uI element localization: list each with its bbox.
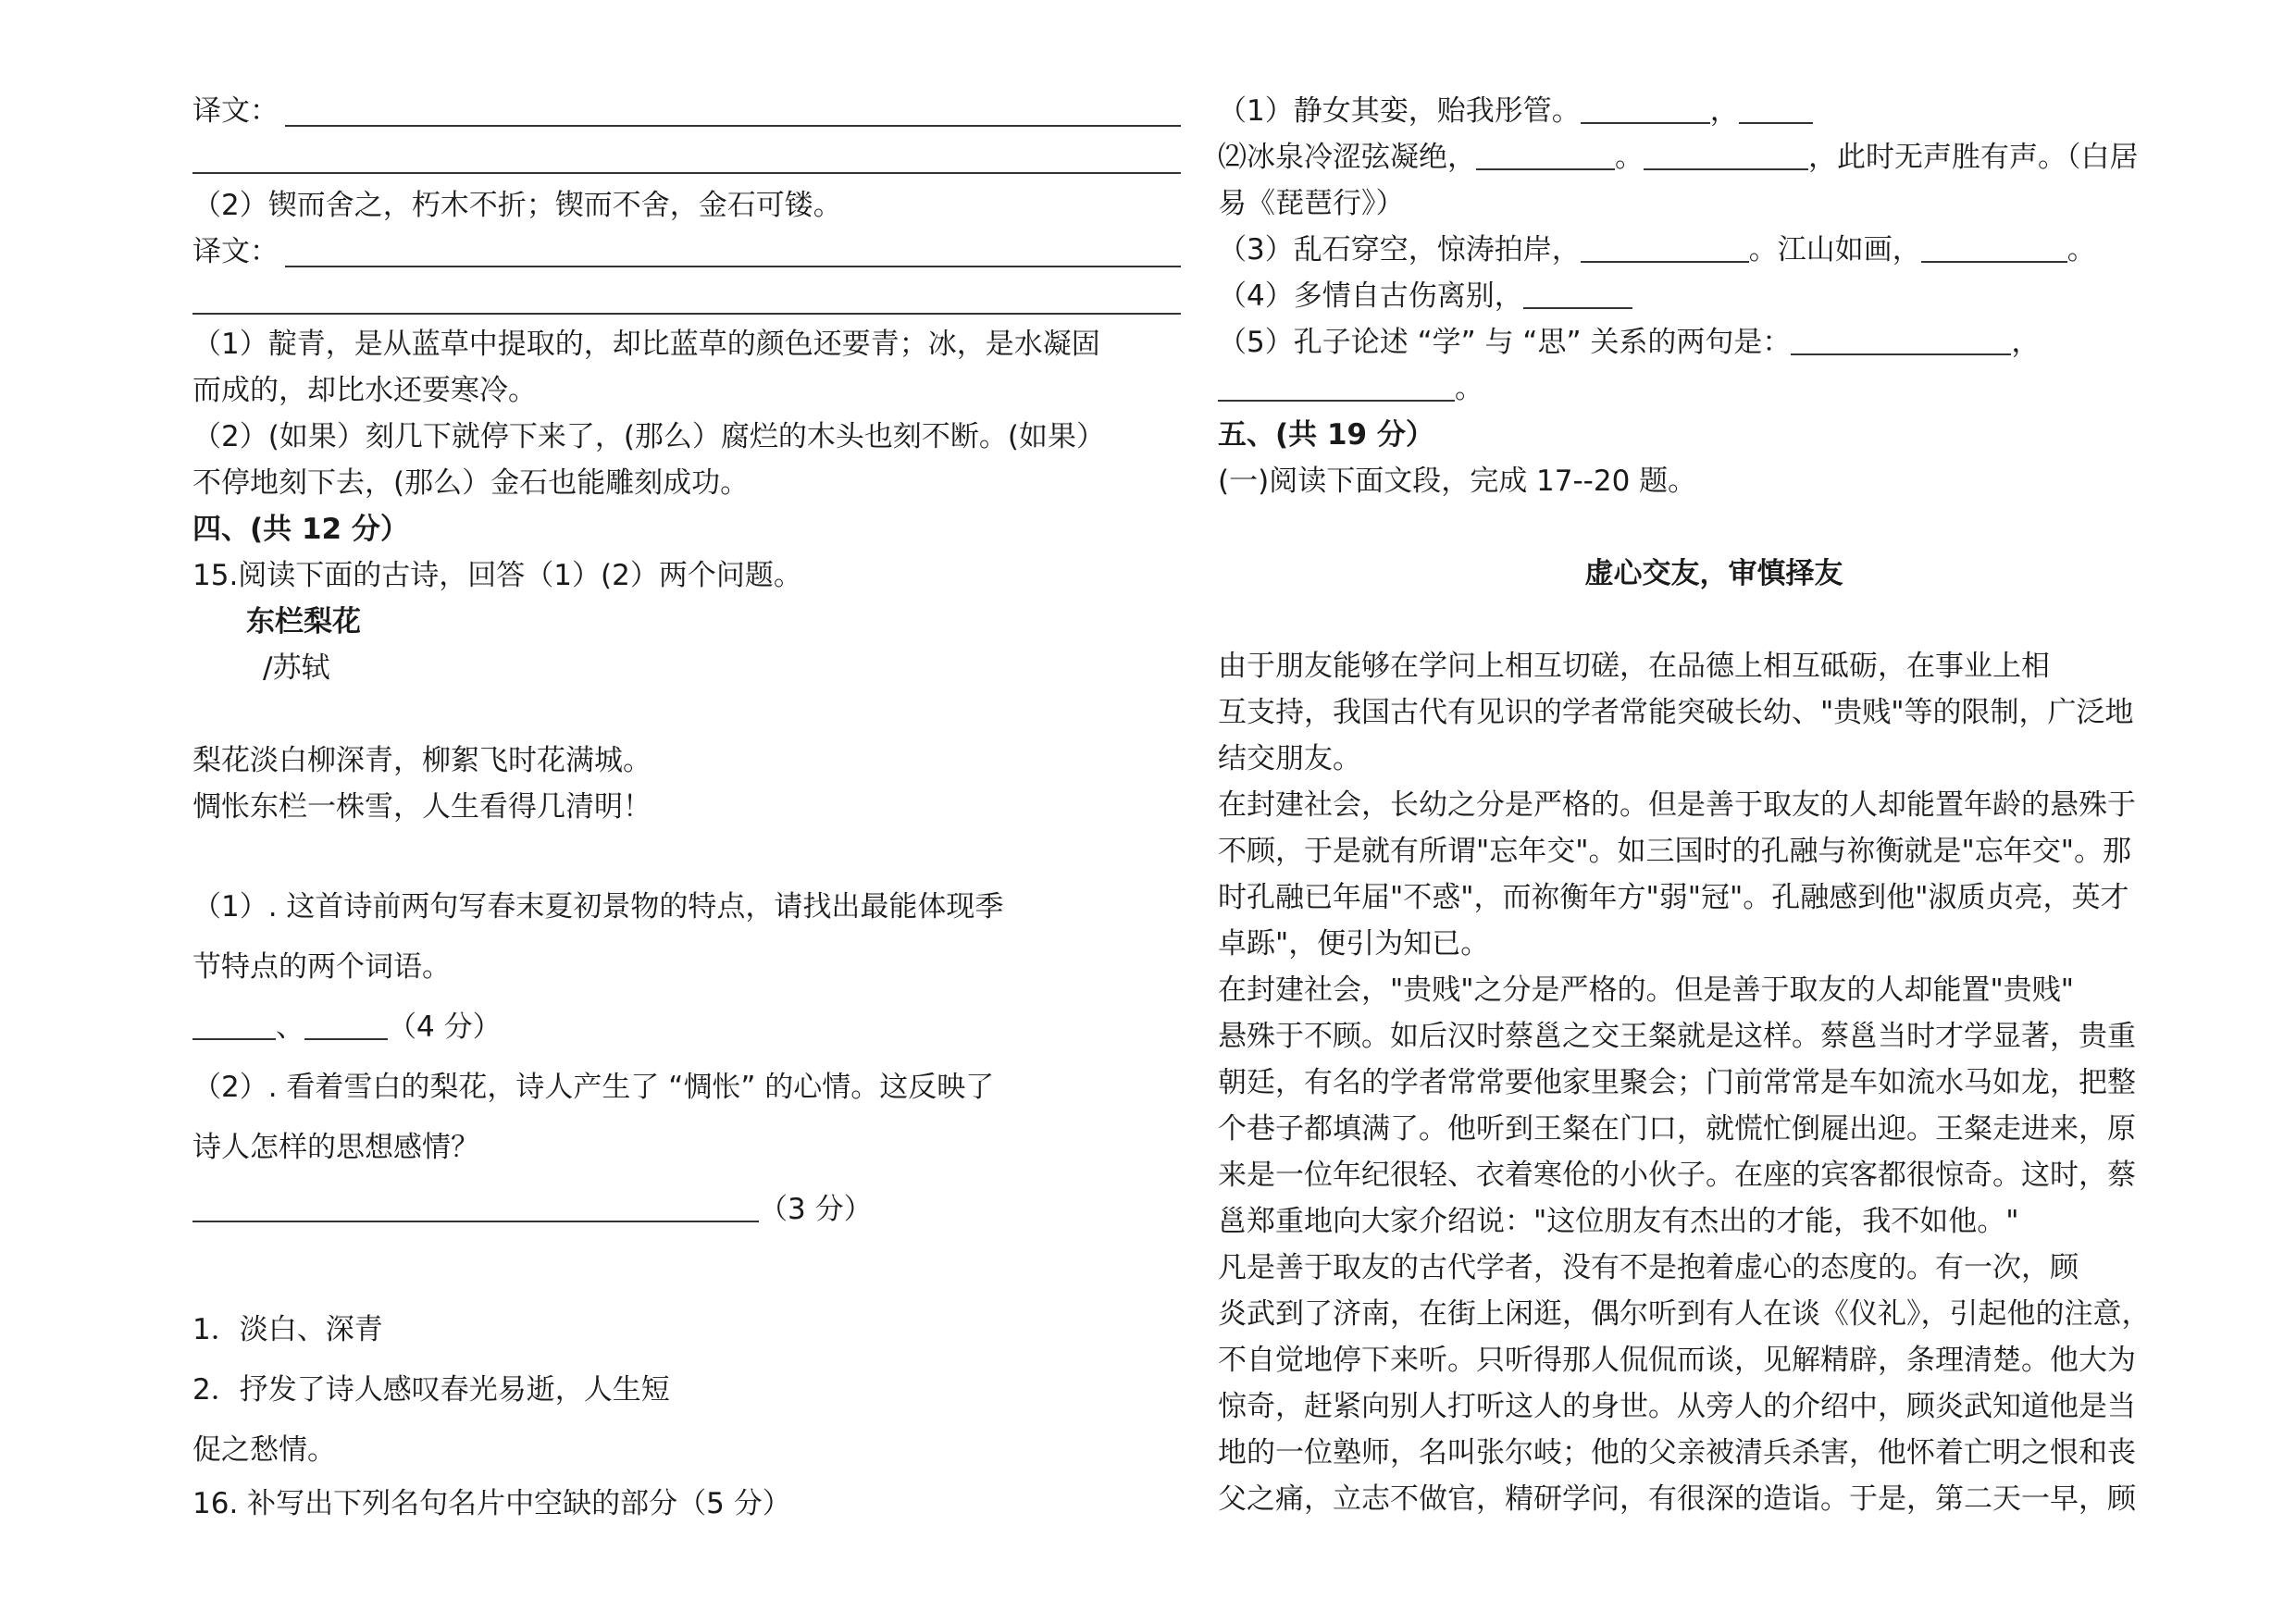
translation-label-2: 译文： [192, 235, 279, 268]
blank-underline[interactable] [1581, 93, 1710, 124]
blank-underline[interactable] [1791, 324, 2011, 355]
score-label: （4 分） [388, 1010, 502, 1044]
question-text: （1）. 这首诗前两句写春末夏初景物的特点，请找出最能体现季 [192, 890, 1004, 924]
answer-line [285, 125, 1181, 127]
answer-text: 而成的，却比水还要寒冷。 [192, 374, 537, 407]
article-line: 互支持，我国古代有见识的学者常能突破长幼、"贵贱"等的限制，广泛地 [1218, 696, 2134, 729]
article-line: 不顾，于是就有所谓"忘年交"。如三国时的孔融与祢衡就是"忘年交"。那 [1218, 835, 2132, 868]
article-line: 来是一位年纪很轻、衣着寒伧的小伙子。在座的宾客都很惊奇。这时，蔡 [1218, 1159, 2136, 1192]
article-line: 惊奇，赶紧向别人打听这人的身世。从旁人的介绍中，顾炎武知道他是当 [1218, 1390, 2136, 1423]
article-line: 个巷子都填满了。他听到王粲在门口，就慌忙倒屣出迎。王粲走进来，原 [1218, 1112, 2136, 1146]
fill-line: （1）静女其娈，贻我彤管。 ， [1218, 91, 1813, 131]
blank-underline[interactable] [1581, 231, 1749, 263]
article-line: 凡是善于取友的古代学者，没有不是抱着虚心的态度的。有一次，顾 [1218, 1251, 2079, 1284]
blank-underline[interactable] [192, 1009, 276, 1040]
article-line: 邕郑重地向大家介绍说："这位朋友有杰出的才能，我不如他。" [1218, 1205, 2019, 1238]
answer-text: 2．抒发了诗人感叹春光易逝，人生短 [192, 1373, 670, 1407]
blank-underline[interactable] [1739, 93, 1813, 124]
fill-line: ⑵冰泉冷涩弦凝绝， 。 ，此时无声胜有声。（白居 [1218, 141, 2139, 174]
question-text: 节特点的两个词语。 [192, 950, 451, 984]
article-line: 在封建社会，长幼之分是严格的。但是善于取友的人却能置年龄的悬殊于 [1218, 788, 2136, 822]
article-line: 地的一位塾师，名叫张尔岐；他的父亲被清兵杀害，他怀着亡明之恨和丧 [1218, 1436, 2136, 1469]
answer-line [192, 172, 1181, 174]
score-label: （3 分） [759, 1193, 873, 1226]
poem-title: 东栏梨花 [246, 605, 361, 638]
blank-underline[interactable] [304, 1009, 388, 1040]
section-heading-5: 五、(共 19 分） [1218, 418, 1434, 452]
blank-line [192, 1189, 873, 1230]
article-line: 由于朋友能够在学问上相互切磋，在品德上相互砥砺，在事业上相 [1218, 650, 2050, 683]
fill-line: 。 [1218, 368, 1483, 409]
fill-line: 易《琵琶行》） [1218, 187, 1405, 220]
article-line: 时孔融已年届"不惑"，而祢衡年方"弱"冠"。孔融感到他"淑质贞亮，英才 [1218, 881, 2129, 914]
blank-underline[interactable] [1644, 139, 1808, 170]
answer-line [285, 266, 1181, 267]
article-line: 在封建社会，"贵贱"之分是严格的。但是善于取友的人却能置"贵贱" [1218, 973, 2075, 1007]
poem-author: /苏轼 [263, 651, 330, 685]
article-line: 朝廷，有名的学者常常要他家里聚会；门前常常是车如流水马如龙，把整 [1218, 1066, 2136, 1099]
answer-text: （1）靛青，是从蓝草中提取的，却比蓝草的颜色还要青；冰，是水凝固 [192, 328, 1100, 361]
blank-underline[interactable] [1476, 139, 1615, 170]
article-line: 悬殊于不顾。如后汉时蔡邕之交王粲就是这样。蔡邕当时才学显著，贵重 [1218, 1020, 2136, 1053]
section-heading-4: 四、(共 12 分） [192, 513, 409, 546]
answer-text: 不停地刻下去，(那么）金石也能雕刻成功。 [192, 466, 750, 500]
poem-line: 梨花淡白柳深青，柳絮飞时花满城。 [192, 744, 652, 777]
answer-text: （2）(如果）刻几下就停下来了，(那么）腐烂的木头也刻不断。(如果） [192, 420, 1106, 453]
blank-underline[interactable] [1523, 278, 1632, 309]
article-title: 虚心交友，审慎择友 [1584, 557, 1843, 590]
fill-line: （5）孔子论述 “学” 与 “思” 关系的两句是： ， [1218, 326, 2041, 359]
question-15: 15.阅读下面的古诗，回答（1）(2）两个问题。 [192, 559, 802, 592]
article-line: 炎武到了济南，在街上闲逛，偶尔听到有人在谈《仪礼》，引起他的注意， [1218, 1297, 2151, 1331]
blank-line: 、 （4 分） [192, 1007, 502, 1048]
poem-line: 惆怅东栏一株雪，人生看得几清明！ [192, 790, 652, 824]
answer-text: 1．淡白、深青 [192, 1313, 383, 1346]
question-text: （2）. 看着雪白的梨花，诗人产生了 “惆怅” 的心情。这反映了 [192, 1071, 995, 1104]
blank-underline[interactable] [192, 1191, 759, 1222]
blank-underline[interactable] [1218, 370, 1455, 402]
sub-instruction: (一)阅读下面文段，完成 17--20 题。 [1218, 465, 1697, 498]
fill-line: （3）乱石穿空，惊涛拍岸， 。江山如画， 。 [1218, 233, 2096, 267]
question-text: 诗人怎样的思想感情？ [192, 1131, 479, 1164]
blank-underline[interactable] [1921, 231, 2067, 263]
article-line: 父之痛，立志不做官，精研学问，有很深的造诣。于是，第二天一早，顾 [1218, 1482, 2136, 1516]
article-line: 结交朋友。 [1218, 742, 1361, 775]
article-line: 不自觉地停下来听。只听得那人侃侃而谈，见解精辟，条理清楚。他大为 [1218, 1344, 2136, 1377]
article-line: 卓跞"，便引为知已。 [1218, 927, 1490, 961]
answer-line [192, 313, 1181, 315]
answer-text: 促之愁情。 [192, 1433, 336, 1467]
question-line: （2）锲而舍之，朽木不折；锲而不舍，金石可镂。 [192, 189, 842, 222]
question-16: 16. 补写出下列名句名片中空缺的部分（5 分） [192, 1487, 791, 1520]
fill-line: （4）多情自古伤离别， [1218, 276, 1632, 316]
translation-label-1: 译文： [192, 94, 279, 128]
